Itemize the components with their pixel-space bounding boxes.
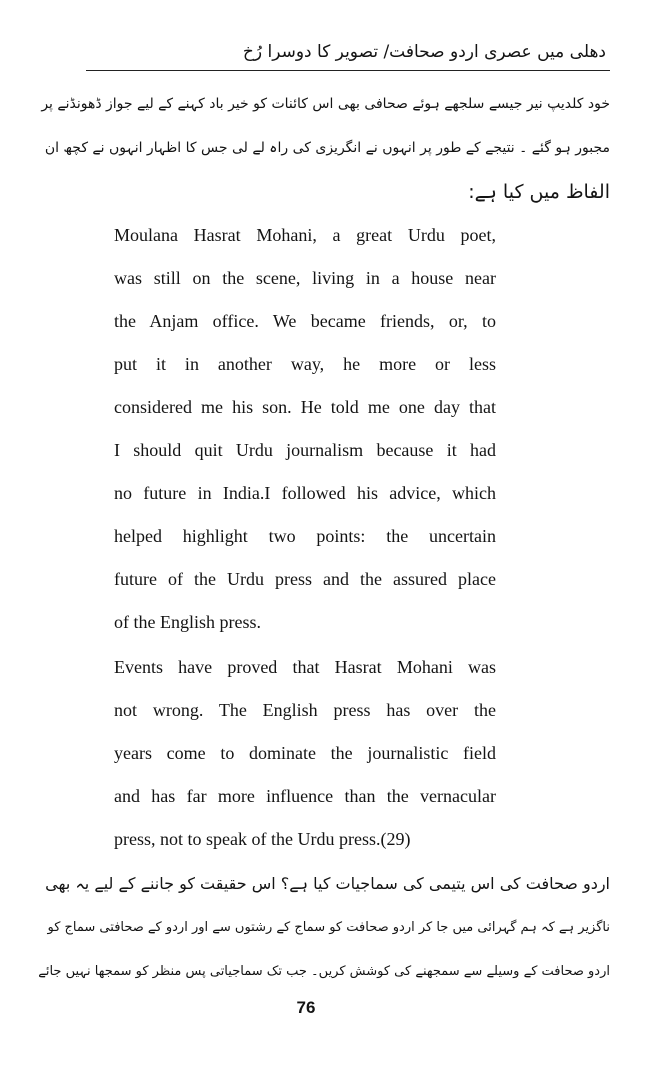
quote-line: no future in India.I followed his advice, which (114, 483, 496, 503)
urdu-intro-line: الفاظ میں کیا ہے: (468, 181, 610, 203)
commentary-line: not wrong. The English press has over the (114, 700, 496, 720)
header-rule (86, 70, 610, 71)
quote-line: was still on the scene, living in a house near (114, 268, 496, 288)
urdu-intro-line: مجبور ہو گئے ۔ نتیجے کے طور پر انہوں نے انگریزی کی راہ لے لی جس کا اظہار انہوں نے کچھ ان (44, 140, 610, 156)
quote-line: Moulana Hasrat Mohani, a great Urdu poet, (114, 225, 496, 245)
urdu-intro-paragraph (38, 82, 610, 214)
quote-line: considered me his son. He told me one day that (114, 397, 496, 417)
commentary-line: Events have proved that Hasrat Mohani was (114, 657, 496, 677)
quote-line: I should quit Urdu journalism because it had (114, 440, 496, 460)
urdu-intro-line: خود کلدیپ نیر جیسے سلجھے ہوئے صحافی بھی اس کائنات کو خیر باد کہنے کے لیے جواز ڈھونڈنے پر (41, 96, 610, 112)
urdu-outro-line: اردو صحافت کے وسیلے سے سمجھنے کی کوشش کریں۔ جب تک سماجیاتی پس منظر کو سمجھا نہیں جائے (38, 964, 610, 979)
commentary-line: years come to dominate the journalistic field (114, 743, 496, 763)
running-header: دھلی میں عصری اردو صحافت/ تصویر کا دوسرا رُخ (242, 42, 606, 62)
quote-line: helped highlight two points: the uncertain (114, 526, 496, 546)
commentary-paragraph (114, 646, 496, 861)
quote-line: put it in another way, he more or less (114, 354, 496, 374)
page-number: 76 (296, 998, 316, 1017)
urdu-outro-line: ناگزیر ہے کہ ہم گہرائی میں جا کر اردو صحافت کو سماج کے رشتوں سے اور اردو کے صحافتی سماج کو (47, 920, 610, 935)
urdu-outro-line: اردو صحافت کی اس یتیمی کی سماجیات کیا ہے؟ اس حقیقت کو جاننے کے لیے یہ بھی (45, 874, 610, 893)
quote-line: the Anjam office. We became friends, or, to (114, 311, 496, 331)
commentary-line: press, not to speak of the Urdu press.(29) (114, 829, 411, 849)
commentary-line: and has far more influence than the vernacular (114, 786, 496, 806)
quote-line: of the English press. (114, 612, 261, 632)
block-quote (114, 214, 496, 644)
quote-line: future of the Urdu press and the assured place (114, 569, 496, 589)
urdu-outro-paragraph (38, 862, 610, 994)
